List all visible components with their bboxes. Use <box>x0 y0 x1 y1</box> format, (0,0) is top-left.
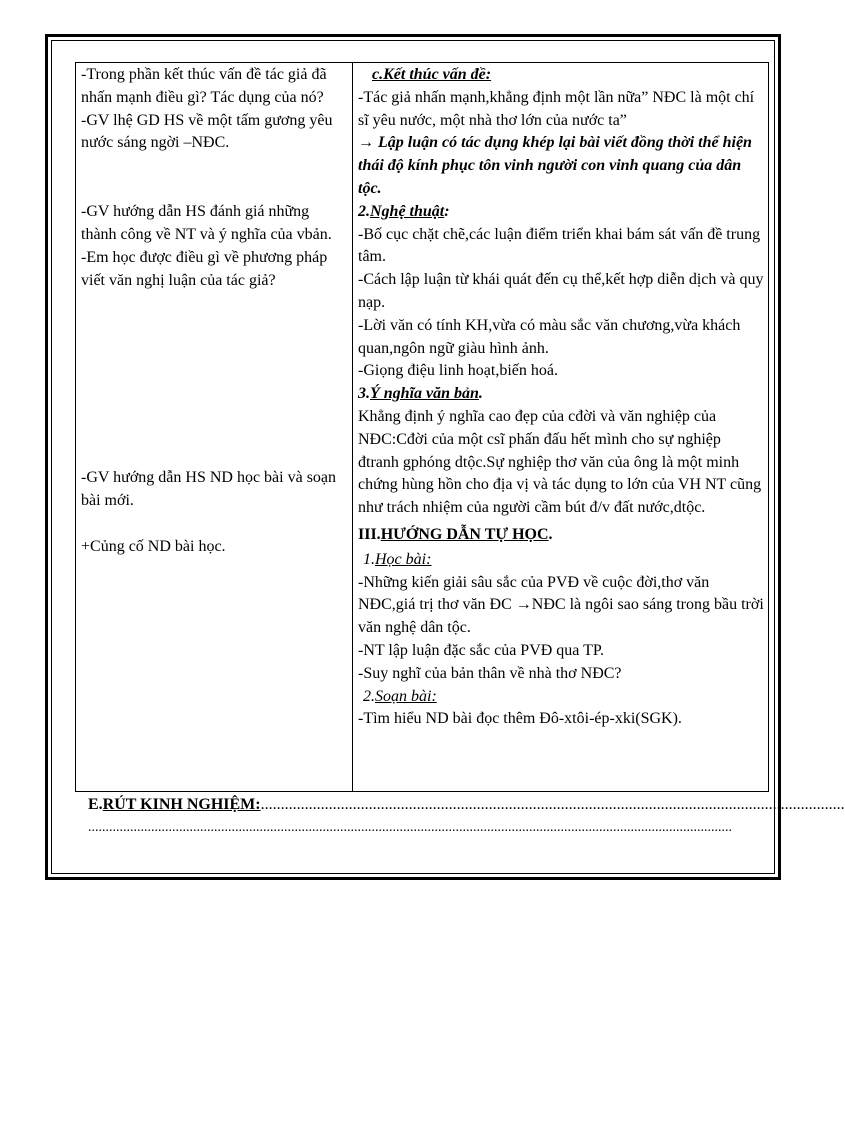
left-question-conclusion: -Trong phần kết thúc vấn đề tác giả đã nhấn mạnh điều gì? Tác dụng của nó? <box>81 66 327 106</box>
art-tone: -Giọng điệu linh hoạt,biến hoá. <box>358 362 558 380</box>
conclusion-effect: → Lập luận có tác dụng khép lại bài viết đồng thời thể hiện thái độ kính phục tôn vinh người con vinh quang của dân tộc. <box>358 134 752 197</box>
experience-label: E.RÚT KINH NGHIỆM: <box>88 796 261 813</box>
content-column <box>358 64 764 731</box>
arrow-right-icon: → <box>515 596 532 614</box>
left-review: +Củng cố ND bài học. <box>81 537 226 555</box>
left-example-ndc: -GV lhệ GD HS về một tấm gương yêu nước sáng ngời –NĐC. <box>81 111 333 152</box>
left-evaluate-art: -GV hướng dẫn HS đánh giá những thành công về NT và ý nghĩa của vbản. <box>81 203 332 243</box>
arrow-right-icon: → <box>358 134 374 152</box>
heading-art: 2.Nghệ thuật: <box>358 202 450 220</box>
study-reflection: -Suy nghĩ của bản thân về nhà thơ NĐC? <box>358 664 622 682</box>
study-art: -NT lập luận đặc sắc của PVĐ qua TP. <box>358 641 605 659</box>
left-writing-method: -Em học được điều gì về phương pháp viết văn nghị luận của tác giả? <box>81 248 328 289</box>
left-homework-guide: -GV hướng dẫn HS ND học bài và soạn bài mới. <box>81 469 337 510</box>
art-language: -Lời văn có tính KH,vừa có màu sắc văn chương,vừa khách quan,ngôn ngữ giàu hình ảnh. <box>358 316 741 357</box>
heading-meaning: 3.Ý nghĩa văn bản. <box>358 385 483 403</box>
heading-prepare: 2.Soạn bài: <box>363 687 437 705</box>
table-column-divider <box>352 62 353 792</box>
art-reasoning: -Cách lập luận từ khái quát đến cụ thể,kết hợp diễn dịch và quy nạp. <box>358 271 764 311</box>
study-insights: -Những kiến giải sâu sắc của PVĐ về cuộc đời,thơ văn NĐC,giá trị thơ văn ĐC →NĐC là ngôi sao sáng trong bầu trời văn nghệ dân tộc. <box>358 573 764 637</box>
experience-section <box>88 796 845 840</box>
heading-study: 1.Học bài: <box>363 550 432 568</box>
teacher-activities-column <box>81 64 347 559</box>
conclusion-text: -Tác giả nhấn mạnh,khẳng định một lần nữa” NĐC là một chí sĩ yêu nước, một nhà thơ lớn của nước ta” <box>358 88 755 129</box>
art-structure: -Bố cục chặt chẽ,các luận điểm triển khai bám sát vấn đề trung tâm. <box>358 225 761 266</box>
heading-conclusion: c.Kết thúc vấn đề: <box>372 66 492 83</box>
heading-self-study: III.HƯỚNG DẪN TỰ HỌC. <box>358 525 553 543</box>
prepare-text: -Tìm hiểu ND bài đọc thêm Đô-xtôi-ép-xki(SGK). <box>358 710 682 728</box>
experience-dots-line-1: .................................................................................................................................................. <box>260 796 845 813</box>
meaning-text: Khẳng định ý nghĩa cao đẹp của cđời và văn nghiệp của NĐC:Cđời của một csĩ phấn đấu hết mình cho sự nghiệp đtranh gphóng dtộc.Sự nghiệp thơ văn của ông là một minh chứng hùng hồn cho địa vị và tác dụng to lớn của VH NT cũng như trách nhiệm của người cầm bút đ/v đất nước,dtộc. <box>358 407 762 517</box>
experience-dots-line-2: ........................................................................................................................................................................................ <box>88 820 732 835</box>
